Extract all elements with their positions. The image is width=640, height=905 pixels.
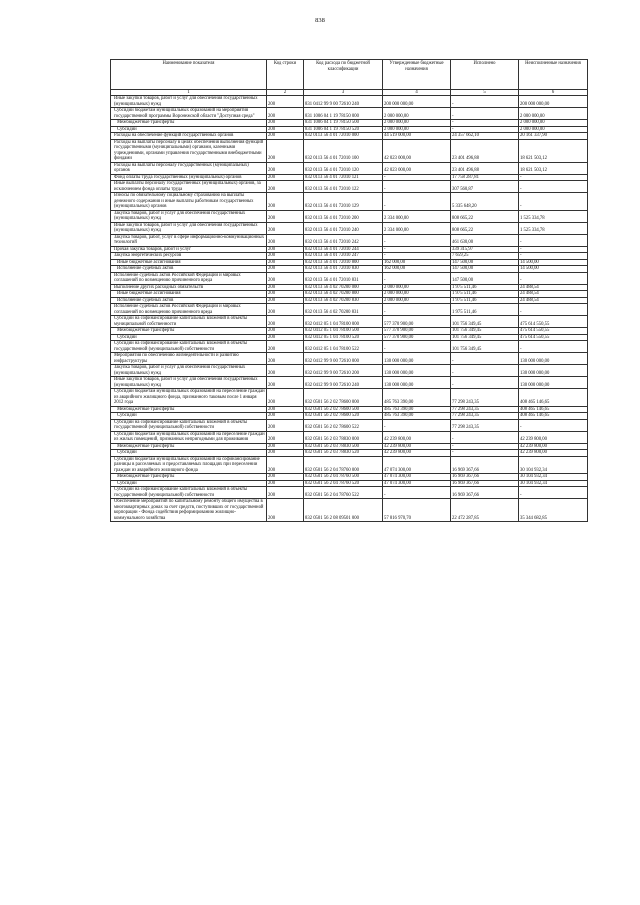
line-code-cell: 200 <box>267 297 304 304</box>
indicator-name-cell: Субсидии <box>111 480 267 487</box>
table-row <box>111 431 588 443</box>
line-code-cell: 200 <box>267 139 304 162</box>
approved-amount-cell: 130 000 000,00 <box>383 365 451 377</box>
executed-amount-cell: 77 298 243,35 <box>451 413 519 420</box>
approved-amount-cell: 2 334 000,00 <box>383 210 451 222</box>
executed-amount-cell: 808 665,22 <box>451 222 519 234</box>
indicator-name-cell: Закупка товаров, работ и услуг для обеспечения государственных (муниципальных) нужд <box>111 210 267 222</box>
indicator-name-cell: Прочая закупка товаров, работ и услуг <box>111 246 267 253</box>
unexecuted-amount-cell: 30 104 932,34 <box>519 456 588 474</box>
approved-amount-cell: 2 000 000,00 <box>383 297 451 304</box>
indicator-name-cell: Расходы на выплаты персоналу государственных (муниципальных) органов <box>111 162 267 174</box>
column-number: 2 <box>267 90 304 96</box>
approved-amount-cell: 44 519 000,00 <box>383 133 451 140</box>
unexecuted-amount-cell: - <box>519 304 588 316</box>
executed-amount-cell: 1 975 511,46 <box>451 291 519 298</box>
line-code-cell: 200 <box>267 341 304 353</box>
table-row <box>111 389 588 407</box>
indicator-name-cell: Межбюджетные трансферты <box>111 443 267 450</box>
indicator-name-cell: Иные закупки товаров, работ и услуг для обеспечения государственных (муниципальных) нужд <box>111 222 267 234</box>
line-code-cell: 200 <box>267 108 304 120</box>
expense-code-cell: 831 1006 04 1 19 78150 000 <box>304 108 383 120</box>
approved-amount-cell: - <box>383 234 451 246</box>
approved-amount-cell: - <box>383 181 451 193</box>
approved-amount-cell: 42 239 800,00 <box>383 450 451 457</box>
unexecuted-amount-cell: - <box>519 487 588 499</box>
expense-code-cell: 832 0501 56 2 04 78760 500 <box>304 474 383 481</box>
expense-code-cell: 832 0501 56 2 04 78760 522 <box>304 487 383 499</box>
approved-amount-cell: 577 370 900,00 <box>383 334 451 341</box>
unexecuted-amount-cell: - <box>519 174 588 181</box>
executed-amount-cell: 1 975 511,46 <box>451 304 519 316</box>
executed-amount-cell: - <box>451 431 519 443</box>
indicator-name-cell: Субсидии <box>111 126 267 133</box>
approved-amount-cell: 42 023 000,00 <box>383 139 451 162</box>
indicator-name-cell: Иные выплаты персоналу государственных (муниципальных) органов, за исключением фонда оплаты труда <box>111 181 267 193</box>
indicator-name-cell: Исполнение судебных актов Российской Федерации и мировых соглашений по возмещению причиненного вреда <box>111 272 267 284</box>
expense-code-cell: 832 0501 56 2 03 78830 500 <box>304 443 383 450</box>
unexecuted-amount-cell: 42 239 800,00 <box>519 431 588 443</box>
approved-amount-cell: - <box>383 487 451 499</box>
indicator-name-cell: Иные закупки товаров, работ и услуг для обеспечения государственных (муниципальных) нужд <box>111 96 267 108</box>
indicator-name-cell: Взносы по обязательному социальному страхованию на выплаты денежного содержания и иные выплаты работникам государственных (муниципальных) органов <box>111 193 267 211</box>
executed-amount-cell: 7 659,25 <box>451 253 519 260</box>
table-body <box>111 96 588 522</box>
approved-amount-cell: - <box>383 246 451 253</box>
table-row <box>111 272 588 284</box>
unexecuted-amount-cell: 14 500,00 <box>519 266 588 273</box>
unexecuted-amount-cell: 475 614 550,55 <box>519 334 588 341</box>
line-code-cell: 200 <box>267 316 304 328</box>
unexecuted-amount-cell: 200 000 000,00 <box>519 96 588 108</box>
line-code-cell: 200 <box>267 450 304 457</box>
expense-code-cell: 832 0113 56 4 01 72010 120 <box>304 162 383 174</box>
expense-code-cell: 832 0113 56 4 02 70200 830 <box>304 297 383 304</box>
line-code-cell: 200 <box>267 120 304 127</box>
unexecuted-amount-cell: - <box>519 419 588 431</box>
line-code-cell: 200 <box>267 284 304 291</box>
expense-code-cell: 832 0501 56 2 02 78600 500 <box>304 406 383 413</box>
executed-amount-cell: 101 756 349,45 <box>451 316 519 328</box>
approved-amount-cell: 162 000,00 <box>383 266 451 273</box>
unexecuted-amount-cell: 24 488,54 <box>519 284 588 291</box>
indicator-name-cell: Закупка товаров, работ, услуг в сфере информационно-коммуникационных технологий <box>111 234 267 246</box>
line-code-cell: 200 <box>267 328 304 335</box>
approved-amount-cell: 47 074 300,00 <box>383 456 451 474</box>
table-row <box>111 456 588 474</box>
expense-code-cell: 832 0113 56 4 02 70200 831 <box>304 304 383 316</box>
expense-code-cell: 832 0501 56 2 02 78600 000 <box>304 389 383 407</box>
table-row <box>111 419 588 431</box>
line-code-cell: 200 <box>267 365 304 377</box>
expense-code-cell: 832 0501 56 2 03 78830 000 <box>304 431 383 443</box>
approved-amount-cell: 200 000 000,00 <box>383 96 451 108</box>
indicator-name-cell: Межбюджетные трансферты <box>111 120 267 127</box>
unexecuted-amount-cell: 24 488,54 <box>519 297 588 304</box>
line-code-cell: 200 <box>267 389 304 407</box>
indicator-name-cell: Иные бюджетные ассигнования <box>111 291 267 298</box>
indicator-name-cell: Фонд оплаты труда государственных (муниципальных) органов <box>111 174 267 181</box>
table-row <box>111 96 588 108</box>
indicator-name-cell: Межбюджетные трансферты <box>111 474 267 481</box>
line-code-cell: 200 <box>267 334 304 341</box>
line-code-cell: 200 <box>267 443 304 450</box>
executed-amount-cell: 23 401 496,88 <box>451 139 519 162</box>
table-row <box>111 316 588 328</box>
approved-amount-cell: 485 763 390,00 <box>383 413 451 420</box>
table-row <box>111 181 588 193</box>
expense-code-cell: 832 0113 56 4 01 72010 830 <box>304 266 383 273</box>
unexecuted-amount-cell: 18 621 503,12 <box>519 162 588 174</box>
unexecuted-amount-cell: 42 239 800,00 <box>519 450 588 457</box>
line-code-cell: 200 <box>267 474 304 481</box>
unexecuted-amount-cell: 20 161 337,90 <box>519 133 588 140</box>
approved-amount-cell: 2 000 000,00 <box>383 291 451 298</box>
unexecuted-amount-cell: - <box>519 341 588 353</box>
line-code-cell: 200 <box>267 181 304 193</box>
table-row <box>111 304 588 316</box>
line-code-cell: 200 <box>267 304 304 316</box>
executed-amount-cell: - <box>451 377 519 389</box>
line-code-cell: 200 <box>267 419 304 431</box>
executed-amount-cell: - <box>451 108 519 120</box>
line-code-cell: 200 <box>267 480 304 487</box>
expense-code-cell: 832 0412 05 1 04 78100 520 <box>304 334 383 341</box>
executed-amount-cell: 23 401 496,88 <box>451 162 519 174</box>
expense-code-cell: 832 0501 56 2 02 78600 522 <box>304 419 383 431</box>
expense-code-cell: 832 0501 56 2 03 78830 520 <box>304 450 383 457</box>
executed-amount-cell: - <box>451 443 519 450</box>
line-code-cell: 200 <box>267 126 304 133</box>
expense-code-cell: 832 0501 56 2 02 78600 520 <box>304 413 383 420</box>
approved-amount-cell: 485 763 390,00 <box>383 389 451 407</box>
line-code-cell: 200 <box>267 246 304 253</box>
expense-code-cell: 832 0113 56 4 01 72010 200 <box>304 210 383 222</box>
approved-amount-cell: 42 239 800,00 <box>383 431 451 443</box>
unexecuted-amount-cell: 130 000 000,00 <box>519 365 588 377</box>
expense-code-cell: 832 0113 56 4 01 72010 247 <box>304 253 383 260</box>
unexecuted-amount-cell: 475 614 550,55 <box>519 328 588 335</box>
unexecuted-amount-cell: - <box>519 272 588 284</box>
executed-amount-cell: 77 298 243,35 <box>451 389 519 407</box>
indicator-name-cell: Субсидии на софинансирование капитальных вложений в объекты государственной (муниципальной) собственности <box>111 419 267 431</box>
table-row <box>111 353 588 365</box>
executed-amount-cell: 1 975 511,46 <box>451 284 519 291</box>
line-code-cell: 200 <box>267 210 304 222</box>
column-number: 6 <box>519 90 588 96</box>
line-code-cell: 200 <box>267 96 304 108</box>
column-number: 5 <box>451 90 519 96</box>
expense-code-cell: 831 1006 04 1 19 78150 520 <box>304 126 383 133</box>
unexecuted-amount-cell: 35 344 682,85 <box>519 499 588 522</box>
indicator-name-cell: Закупка товаров, работ и услуг для обеспечения государственных (муниципальных) нужд <box>111 365 267 377</box>
line-code-cell: 200 <box>267 272 304 284</box>
approved-amount-cell: 2 000 000,00 <box>383 120 451 127</box>
unexecuted-amount-cell: 2 000 000,00 <box>519 126 588 133</box>
executed-amount-cell: 17 758 287,81 <box>451 174 519 181</box>
column-number: 3 <box>304 90 383 96</box>
line-code-cell: 200 <box>267 487 304 499</box>
expense-code-cell: 832 0113 56 4 01 72010 800 <box>304 259 383 266</box>
unexecuted-amount-cell: - <box>519 193 588 211</box>
approved-amount-cell: - <box>383 272 451 284</box>
table-row <box>111 365 588 377</box>
expense-code-cell: 832 0412 05 1 04 78100 500 <box>304 328 383 335</box>
indicator-name-cell: Субсидии бюджетам муниципальных образований на мероприятия государственной программы Воронежской области "Доступная среда" <box>111 108 267 120</box>
line-code-cell: 200 <box>267 222 304 234</box>
expense-code-cell: 831 0412 99 9 00 72610 240 <box>304 96 383 108</box>
approved-amount-cell: 2 000 000,00 <box>383 108 451 120</box>
indicator-name-cell: Субсидии бюджетам муниципальных образований на переселение граждан из аварийного жилищного фонда, признанного таковым после 1 января 2012 года <box>111 389 267 407</box>
executed-amount-cell: 77 298 243,35 <box>451 406 519 413</box>
header-row <box>111 60 588 90</box>
approved-amount-cell: 130 000 000,00 <box>383 353 451 365</box>
executed-amount-cell: 101 756 349,45 <box>451 341 519 353</box>
approved-amount-cell: - <box>383 419 451 431</box>
approved-amount-cell: - <box>383 174 451 181</box>
approved-amount-cell: - <box>383 253 451 260</box>
unexecuted-amount-cell: 30 104 932,34 <box>519 474 588 481</box>
unexecuted-amount-cell: - <box>519 234 588 246</box>
unexecuted-amount-cell: 18 621 503,12 <box>519 139 588 162</box>
approved-amount-cell: 42 239 800,00 <box>383 443 451 450</box>
executed-amount-cell: 461 630,00 <box>451 234 519 246</box>
expense-code-cell: 832 0113 56 4 01 72010 121 <box>304 174 383 181</box>
indicator-name-cell: Субсидии бюджетам муниципальных образований на софинансирование разницы в расселяемых и предоставляемых площадях при переселении граждан из аварийного жилищного фонда <box>111 456 267 474</box>
executed-amount-cell: 808 665,22 <box>451 210 519 222</box>
page-number: 838 <box>315 17 325 24</box>
unexecuted-amount-cell: 1 525 334,78 <box>519 222 588 234</box>
line-code-cell: 200 <box>267 193 304 211</box>
line-code-cell: 200 <box>267 266 304 273</box>
expense-code-cell: 832 0113 56 4 01 72010 122 <box>304 181 383 193</box>
executed-amount-cell: - <box>451 96 519 108</box>
executed-amount-cell: 24 357 662,10 <box>451 133 519 140</box>
executed-amount-cell: 147 500,00 <box>451 272 519 284</box>
unexecuted-amount-cell: 408 465 146,65 <box>519 413 588 420</box>
indicator-name-cell: Выполнение других расходных обязательств <box>111 284 267 291</box>
budget-execution-table <box>110 59 588 522</box>
expense-code-cell: 832 0113 56 4 01 72010 240 <box>304 222 383 234</box>
executed-amount-cell: - <box>451 120 519 127</box>
expense-code-cell: 832 0412 99 9 00 72610 000 <box>304 353 383 365</box>
approved-amount-cell: 2 000 000,00 <box>383 126 451 133</box>
indicator-name-cell: Межбюджетные трансферты <box>111 406 267 413</box>
line-code-cell: 200 <box>267 499 304 522</box>
unexecuted-amount-cell: 14 500,00 <box>519 259 588 266</box>
table-row <box>111 162 588 174</box>
unexecuted-amount-cell: - <box>519 181 588 193</box>
indicator-name-cell: Расходы на обеспечение функций государственных органов <box>111 133 267 140</box>
line-code-cell: 200 <box>267 377 304 389</box>
executed-amount-cell: 339 315,97 <box>451 246 519 253</box>
table-row <box>111 377 588 389</box>
approved-amount-cell: 2 000 000,00 <box>383 284 451 291</box>
expense-code-cell: 832 0113 56 4 01 72010 244 <box>304 246 383 253</box>
line-code-cell: 200 <box>267 413 304 420</box>
executed-amount-cell: 147 500,00 <box>451 259 519 266</box>
expense-code-cell: 832 0113 56 4 01 72010 100 <box>304 139 383 162</box>
indicator-name-cell: Субсидии <box>111 334 267 341</box>
indicator-name-cell: Исполнение судебных актов <box>111 266 267 273</box>
line-code-cell: 200 <box>267 456 304 474</box>
line-code-cell: 200 <box>267 259 304 266</box>
expense-code-cell: 832 0412 99 9 00 72610 200 <box>304 365 383 377</box>
indicator-name-cell: Исполнение судебных актов Российской Федерации и мировых соглашений по возмещению причиненного вреда <box>111 304 267 316</box>
indicator-name-cell: Субсидии бюджетам муниципальных образований на переселение граждан из жилых помещений, признанных непригодными для проживания <box>111 431 267 443</box>
executed-amount-cell: 5 335 648,20 <box>451 193 519 211</box>
table-row <box>111 222 588 234</box>
expense-code-cell: 832 0113 56 4 01 72010 129 <box>304 193 383 211</box>
table-row <box>111 487 588 499</box>
executed-amount-cell: 16 969 367,66 <box>451 474 519 481</box>
unexecuted-amount-cell: 30 104 932,34 <box>519 480 588 487</box>
expense-code-cell: 832 0113 56 4 01 72010 000 <box>304 133 383 140</box>
expense-code-cell: 832 0412 05 1 04 78100 522 <box>304 341 383 353</box>
header-approved: Утвержденные бюджетные назначения <box>383 60 451 90</box>
approved-amount-cell: 577 370 900,00 <box>383 328 451 335</box>
expense-code-cell: 832 0412 99 9 00 72610 240 <box>304 377 383 389</box>
header-line-code: Код строки <box>267 60 304 90</box>
executed-amount-cell: 22 472 287,85 <box>451 499 519 522</box>
executed-amount-cell: 147 500,00 <box>451 266 519 273</box>
indicator-name-cell: Обеспечение мероприятий по капитальному ремонту общего имущества в многоквартирных домах за счет средств, поступивших от государственной корпорации - Фонда содействия реформированию жилищно-коммунального хозяйства <box>111 499 267 522</box>
approved-amount-cell: 47 074 300,00 <box>383 474 451 481</box>
executed-amount-cell: 16 969 367,66 <box>451 480 519 487</box>
table-row <box>111 341 588 353</box>
table-row <box>111 108 588 120</box>
indicator-name-cell: Субсидии на софинансирование капитальных вложений в объекты государственной (муниципальной) собственности <box>111 341 267 353</box>
line-code-cell: 200 <box>267 406 304 413</box>
unexecuted-amount-cell: 24 488,54 <box>519 291 588 298</box>
unexecuted-amount-cell: 130 000 000,00 <box>519 353 588 365</box>
executed-amount-cell: 1 975 511,46 <box>451 297 519 304</box>
table-row <box>111 210 588 222</box>
line-code-cell: 200 <box>267 353 304 365</box>
indicator-name-cell: Расходы на выплаты персоналу в целях обеспечения выполнения функций государственными (муниципальными) органами, казенными учреждениями, органами управления государственными внебюджетными фондами <box>111 139 267 162</box>
expense-code-cell: 832 0501 56 2 08 09501 000 <box>304 499 383 522</box>
approved-amount-cell: 2 334 000,00 <box>383 222 451 234</box>
unexecuted-amount-cell: - <box>519 246 588 253</box>
unexecuted-amount-cell: 2 000 000,00 <box>519 108 588 120</box>
line-code-cell: 200 <box>267 162 304 174</box>
expense-code-cell: 832 0412 05 1 04 78100 000 <box>304 316 383 328</box>
table-row <box>111 193 588 211</box>
column-number: 4 <box>383 90 451 96</box>
expense-code-cell: 831 1006 04 1 19 78150 500 <box>304 120 383 127</box>
approved-amount-cell: 577 370 900,00 <box>383 316 451 328</box>
indicator-name-cell: Мероприятия по обеспечению жизнедеятельности и развитию инфраструктуры <box>111 353 267 365</box>
executed-amount-cell: 101 756 349,45 <box>451 334 519 341</box>
line-code-cell: 200 <box>267 291 304 298</box>
unexecuted-amount-cell: 2 000 000,00 <box>519 120 588 127</box>
table-row <box>111 499 588 522</box>
executed-amount-cell: 16 969 367,66 <box>451 456 519 474</box>
line-code-cell: 200 <box>267 234 304 246</box>
header-indicator-name: Наименование показателя <box>111 60 267 90</box>
expense-code-cell: 832 0113 56 4 01 72010 242 <box>304 234 383 246</box>
approved-amount-cell: 162 000,00 <box>383 259 451 266</box>
indicator-name-cell: Закупка энергетических ресурсов <box>111 253 267 260</box>
expense-code-cell: 832 0501 56 2 04 78760 000 <box>304 456 383 474</box>
expense-code-cell: 832 0113 56 4 02 70200 800 <box>304 291 383 298</box>
header-unexecuted: Неисполненные назначения <box>519 60 588 90</box>
column-number: 1 <box>111 90 267 96</box>
indicator-name-cell: Иные бюджетные ассигнования <box>111 259 267 266</box>
indicator-name-cell: Субсидии <box>111 413 267 420</box>
unexecuted-amount-cell: 408 465 146,65 <box>519 389 588 407</box>
executed-amount-cell: 16 969 367,66 <box>451 487 519 499</box>
approved-amount-cell: - <box>383 193 451 211</box>
indicator-name-cell: Межбюджетные трансферты <box>111 328 267 335</box>
table-row <box>111 234 588 246</box>
table-row <box>111 139 588 162</box>
unexecuted-amount-cell: - <box>519 253 588 260</box>
indicator-name-cell: Исполнение судебных актов <box>111 297 267 304</box>
approved-amount-cell: 47 074 300,00 <box>383 480 451 487</box>
expense-code-cell: 832 0501 56 2 04 78760 520 <box>304 480 383 487</box>
line-code-cell: 200 <box>267 431 304 443</box>
line-code-cell: 200 <box>267 133 304 140</box>
header-expense-code: Код расхода по бюджетной классификации <box>304 60 383 90</box>
approved-amount-cell: - <box>383 341 451 353</box>
unexecuted-amount-cell: 42 239 800,00 <box>519 443 588 450</box>
approved-amount-cell: 130 000 000,00 <box>383 377 451 389</box>
approved-amount-cell: 42 023 000,00 <box>383 162 451 174</box>
header-executed: Исполнено <box>451 60 519 90</box>
executed-amount-cell: - <box>451 353 519 365</box>
executed-amount-cell: 101 756 349,45 <box>451 328 519 335</box>
approved-amount-cell: - <box>383 304 451 316</box>
executed-amount-cell: - <box>451 450 519 457</box>
expense-code-cell: 832 0113 56 4 01 72010 831 <box>304 272 383 284</box>
indicator-name-cell: Иные закупки товаров, работ и услуг для обеспечения государственных (муниципальных) нужд <box>111 377 267 389</box>
indicator-name-cell: Субсидии на софинансирование капитальных вложений в объекты государственной (муниципальной) собственности <box>111 487 267 499</box>
indicator-name-cell: Субсидии <box>111 450 267 457</box>
expense-code-cell: 832 0113 56 4 02 70200 000 <box>304 284 383 291</box>
line-code-cell: 200 <box>267 253 304 260</box>
unexecuted-amount-cell: 408 465 146,65 <box>519 406 588 413</box>
line-code-cell: 200 <box>267 174 304 181</box>
executed-amount-cell: 307 560,87 <box>451 181 519 193</box>
approved-amount-cell: 57 816 970,70 <box>383 499 451 522</box>
executed-amount-cell: 77 298 243,35 <box>451 419 519 431</box>
unexecuted-amount-cell: 130 000 000,00 <box>519 377 588 389</box>
unexecuted-amount-cell: 475 614 550,55 <box>519 316 588 328</box>
approved-amount-cell: 485 763 390,00 <box>383 406 451 413</box>
unexecuted-amount-cell: 1 525 334,78 <box>519 210 588 222</box>
executed-amount-cell: - <box>451 365 519 377</box>
executed-amount-cell: - <box>451 126 519 133</box>
indicator-name-cell: Субсидии на софинансирование капитальных вложений в объекты муниципальной собственности <box>111 316 267 328</box>
